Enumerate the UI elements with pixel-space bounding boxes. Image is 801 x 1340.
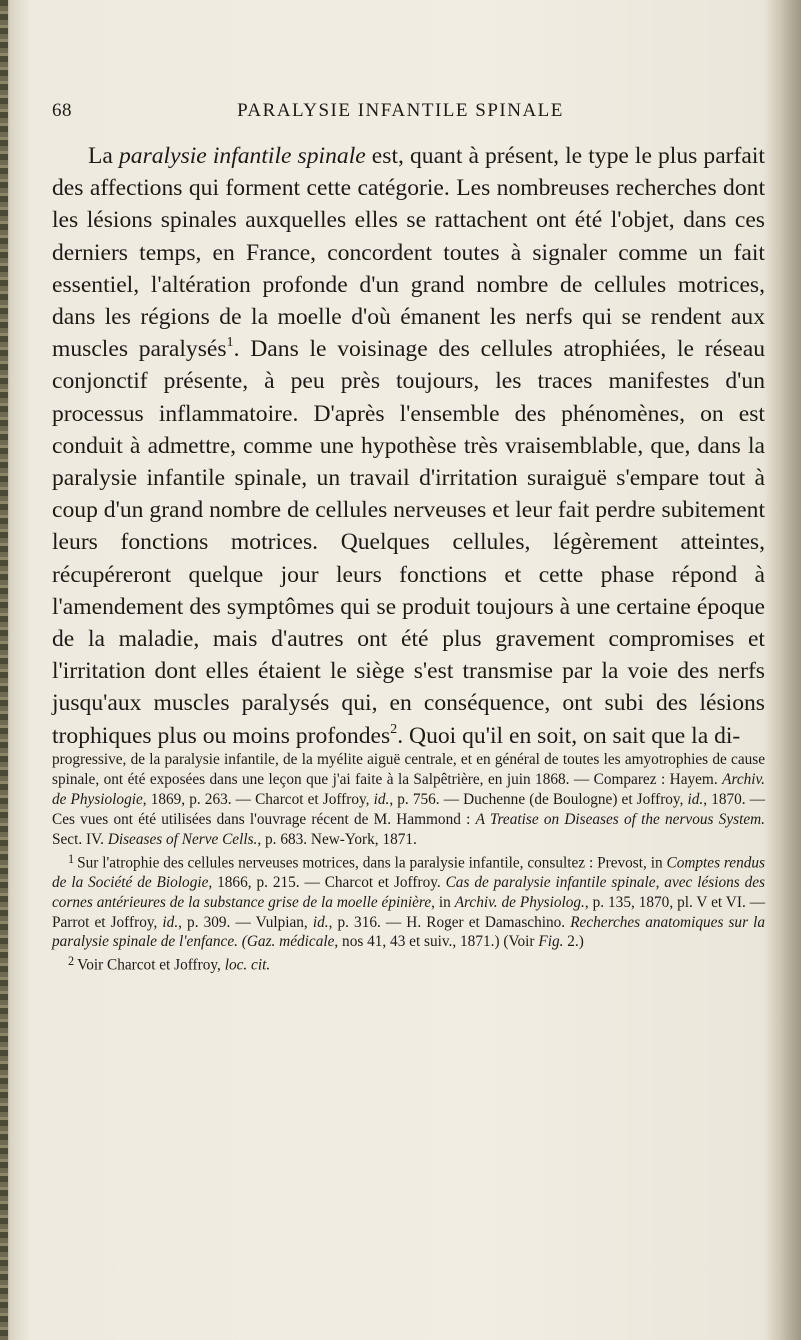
- footnote-marker-1: 1: [68, 851, 75, 866]
- main-paragraph: La paralysie infantile spinale est, quant à présent, le type le plus parfait des affections qui forment cette catégorie. Les nombreuses recherches dont les lésions spinales auxquelles elles se rattachent ont été l'objet, dans ces derniers temps, en France, concordent toutes à signaler comme un fait essentiel, l'altération profonde d'un grand nombre de cellules motrices, dans les régions de la moelle d'où émanent les nerfs qui se rendent aux muscles paralysés$^1$. Dans le voisinage des cellules atrophiées, le réseau conjonctif présente, à peu près toujours, les traces manifestes d'un processus inflammatoire. D'après l'ensemble des phénomènes, on est conduit à admettre, comme une hypothèse très vraisemblable, que, dans la paralysie infantile spinale, un travail d'irritation suraiguë s'empare tout à coup d'un grand nombre de cellules nerveuses et leur fait perdre subitement leurs fonctions motrices. Quelques cellules, légèrement atteintes, récupéreront quelque jour leurs fonctions et cette phase répond à l'amendement des symptômes qui se produit toujours à une certaine époque de la maladie, mais d'autres ont été plus gravement compromises et l'irritation dont elles étaient le siège s'est transmise par la voie des nerfs jusqu'aux muscles paralysés qui, en conséquence, ont subi des lésions trophiques plus ou moins profondes$^2$. Quoi qu'il en soit, on sait que la di-: [52, 143, 766, 749]
- article-word: La: [88, 143, 113, 169]
- page-header: [0, 100, 801, 130]
- footnote-ref-2: 2: [390, 720, 398, 737]
- footnote-1: $^1$ Sur l'atrophie des cellules nerveuses motrices, dans la paralysie infantile, consultez : Prevost, in Comptes rendus de la Société de Biologie, 1866, p. 215. — Charcot et Joffroy. Cas de paralysie infantile spinale, avec lésions des cornes antérieures de la substance grise de la moelle épinière, in Archiv. de Physiolog., p. 135, 1870, pl. V et VI. — Parrot et Joffroy, id., p. 309. — Vulpian, id., p. 316. — H. Roger et Damaschino. Recherches anatomiques sur la paralysie spinale de l'enfance. (Gaz. médicale, nos 41, 43 et suiv., 1871.) (Voir Fig. 2.): [52, 851, 766, 951]
- main-text: [52, 140, 765, 752]
- page-outer-edge: [765, 0, 801, 1340]
- footnote-marker-2: 2: [68, 954, 75, 969]
- running-title: PARALYSIE INFANTILE SPINALE: [237, 100, 564, 121]
- footnote-2: $^2$ Voir Charcot et Joffroy, loc. cit.: [68, 954, 271, 974]
- footnote-continuation: progressive, de la paralysie infantile, de la myélite aiguë centrale, et en général de toutes les amyotrophies de cause spinale, ont été exposées dans une leçon que j'ai faite à la Salpêtrière, en juin 1868. — Comparez : Hayem. Archiv. de Physiologie, 1869, p. 263. — Charcot et Joffroy, id., p. 756. — Duchenne (de Boulogne) et Joffroy, id., 1870. — Ces vues ont été utilisées dans l'ouvrage récent de M. Hammond : A Treatise on Diseases of the nervous System. Sect. IV. Diseases of Nerve Cells., p. 683. New-York, 1871.: [52, 751, 766, 848]
- paragraph-part-1: est, quant à présent, le type le plus parfait des affections qui forment cette catégorie. Les nombreuses recherches dont les lésions spinales auxquelles elles se rattachent ont été l'objet, dans ces derniers temps, en France, concordent toutes à signaler comme un fait essentiel, l'altération profonde d'un grand nombre de cellules motrices, dans les régions de la moelle d'où émanent les nerfs qui se rendent aux muscles paralysés: [52, 143, 765, 363]
- paragraph-part-2: Dans le voisinage des cellules atrophiées, le réseau conjonctif présente, à peu près toujours, les traces manifestes d'un processus inflammatoire. D'après l'ensemble des phénomènes, on est conduit à admettre, comme une hypothèse très vraisemblable, que, dans la paralysie infantile spinale, un travail d'irritation suraiguë s'empare tout à coup d'un grand nombre de cellules nerveuses et leur fait perdre subitement leurs fonctions motrices. Quelques cellules, légèrement atteintes, récupéreront quelque jour leurs fonctions et cette phase répond à l'amendement des symptômes qui se produit toujours à une certaine époque de la maladie, mais d'autres ont été plus gravement compromises et l'irritation dont elles étaient le siège s'est transmise par la voie des nerfs jusqu'aux muscles paralysés qui, en conséquence, ont subi des lésions trophiques plus ou moins profondes: [52, 336, 766, 749]
- page-number: 68: [52, 100, 72, 121]
- page-binding-edge: [0, 0, 8, 1340]
- title-italic: paralysie infantile spinale: [118, 143, 366, 169]
- footnotes: [52, 750, 765, 976]
- paragraph-part-3: Quoi qu'il en soit, on sait que la di-: [409, 722, 741, 749]
- footnote-ref-1: 1: [226, 334, 234, 351]
